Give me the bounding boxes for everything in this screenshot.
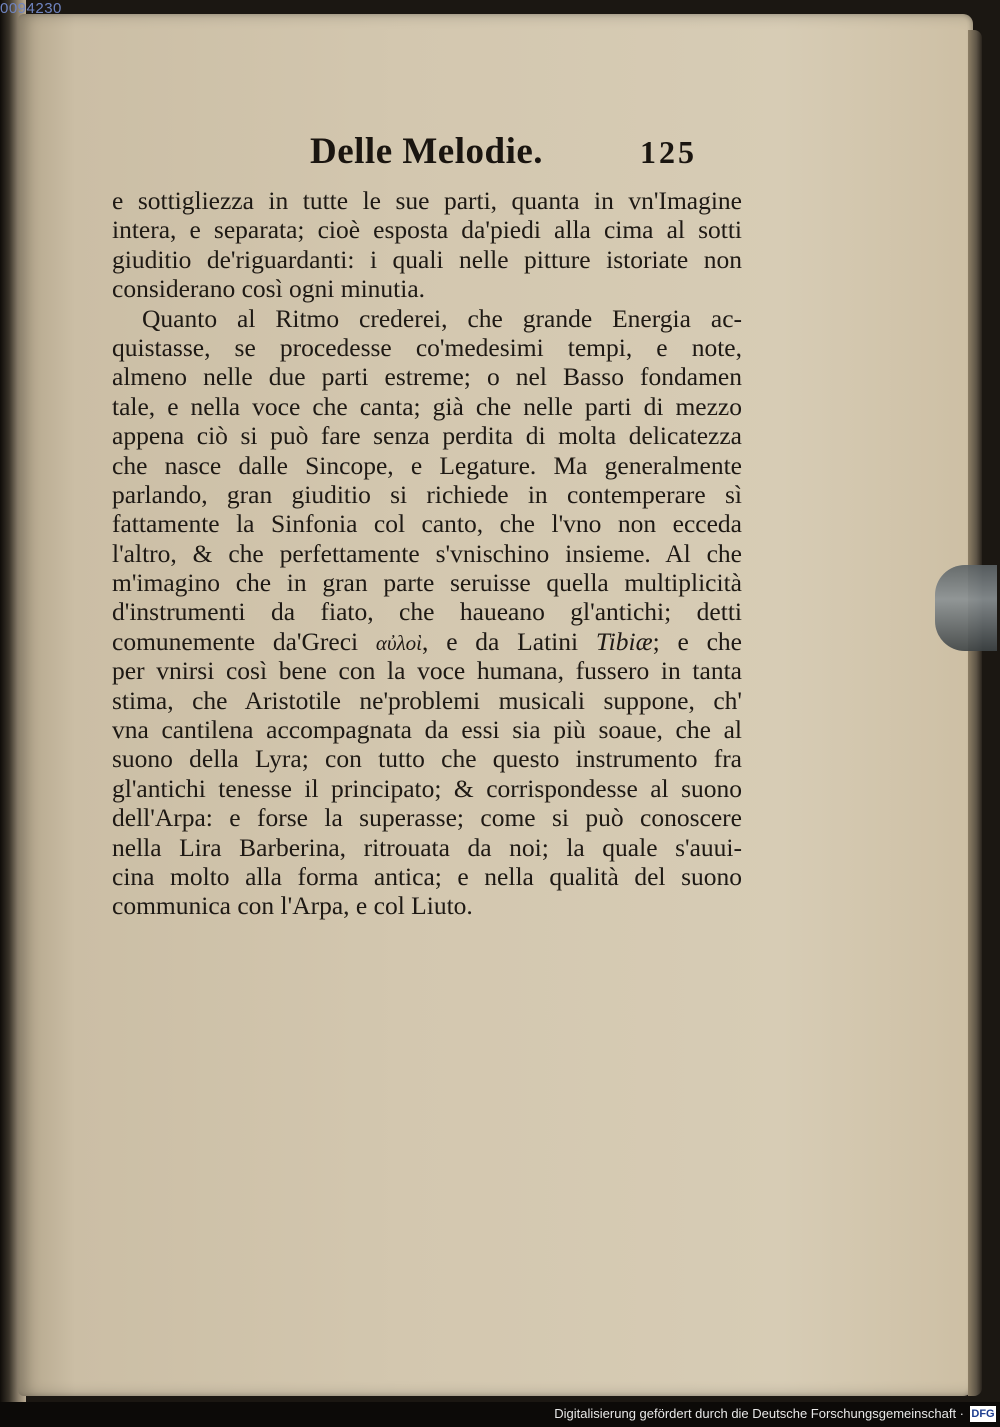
line-tail: ; e che — [652, 626, 742, 656]
greek-word: αὐλοὶ — [375, 630, 423, 655]
text-line: considerano così ogni minutia. — [112, 274, 426, 304]
text-line: fattamente la Sinfonia col canto, che l'vno non ecceda — [112, 509, 742, 539]
scan-id-fragment: 0094230 — [0, 0, 62, 17]
text-line-greek — [112, 627, 742, 656]
text-line: nella Lira Barberina, ritrouata da noi; la quale s'auui- — [112, 832, 742, 862]
text-line: intera, e separata; cioè esposta da'piedi alla cima al sotti — [112, 215, 742, 245]
text-line: tale, e nella voce che canta; già che nelle parti di mezzo — [112, 391, 742, 421]
text-line: vna cantilena accompagnata da essi sia più soaue, che al — [112, 715, 742, 745]
text-line: suono della Lyra; con tutto che questo instrumento fra — [112, 744, 742, 774]
text-line: communica con l'Arpa, e col Liuto. — [112, 891, 473, 921]
dfg-logo-icon: DFG — [971, 1408, 995, 1420]
body-text — [112, 186, 742, 921]
running-head — [300, 130, 720, 180]
text-line: m'imagino che in gran parte seruisse quella multiplicità — [112, 568, 742, 598]
running-title: Delle Melodie. — [310, 131, 544, 172]
text-line: l'altro, & che perfettamente s'vnischino insieme. Al che — [112, 538, 742, 568]
text-line: e sottigliezza in tutte le sue parti, quanta in vn'Imagine — [112, 186, 742, 215]
text-line: d'instrumenti da fiato, che haueano gl'antichi; detti — [112, 597, 742, 627]
text-line: cina molto alla forma antica; e nella qualità del suono — [112, 861, 742, 891]
line-mid: , e da Latini — [422, 626, 596, 656]
text-line: giuditio de'riguardanti: i quali nelle pitture istoriate non — [112, 244, 742, 274]
text-line: stima, che Aristotile ne'problemi musicali suppone, ch' — [112, 685, 742, 715]
text-line: quistasse, se procedesse co'medesimi tempi, e note, — [112, 332, 742, 362]
text-line: per vnirsi così bene con la voce humana, fussero in tanta — [112, 656, 742, 686]
text-line: almeno nelle due parti estreme; o nel Basso fondamen — [112, 362, 742, 392]
text-line: Quanto al Ritmo crederei, che grande Energia ac- — [142, 303, 742, 333]
text-line: parlando, gran giuditio si richiede in contemperare sì — [112, 479, 742, 509]
footer-bar — [0, 1402, 1000, 1427]
page-number: 125 — [640, 134, 697, 170]
line-lead: comunemente da'Greci — [112, 626, 376, 656]
latin-word: Tibiæ — [595, 626, 653, 656]
text-line: dell'Arpa: e forse la superasse; come si può conoscere — [112, 803, 742, 833]
page-right-edge — [968, 30, 982, 1396]
footer-credit: Digitalisierung gefördert durch die Deutsche Forschungsgemeinschaft · — [554, 1406, 964, 1421]
text-line: appena ciò si può fare senza perdita di molta delicatezza — [112, 421, 742, 451]
page-clip — [935, 565, 997, 651]
text-line: gl'antichi tenesse il principato; & corrispondesse al suono — [112, 773, 742, 803]
text-line: che nasce dalle Sincope, e Legature. Ma generalmente — [112, 450, 742, 480]
